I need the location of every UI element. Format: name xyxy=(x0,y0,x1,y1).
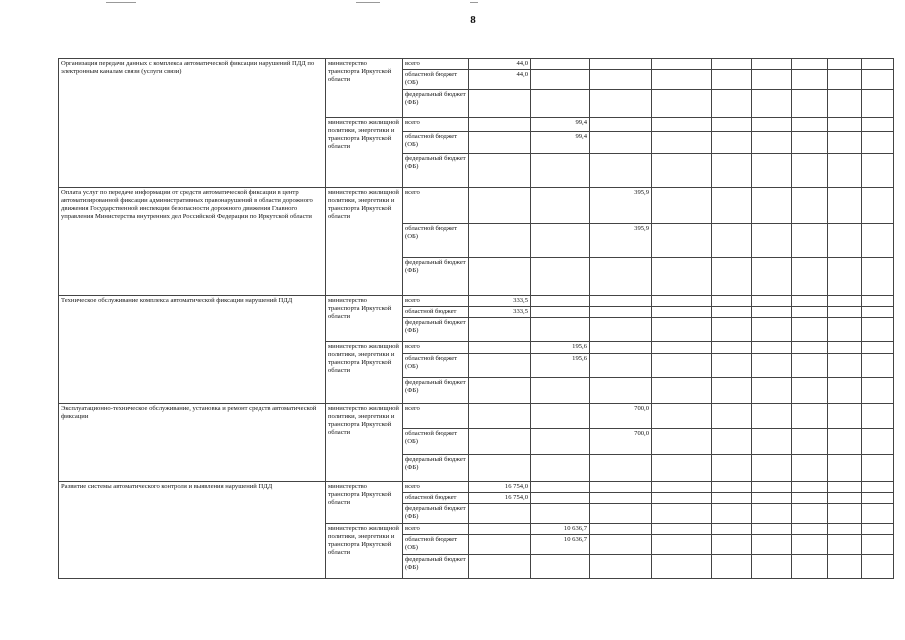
empty-cell xyxy=(752,318,792,342)
table-row xyxy=(59,188,894,224)
empty-cell xyxy=(712,118,752,132)
empty-cell xyxy=(862,455,894,482)
empty-cell xyxy=(712,354,752,378)
empty-cell xyxy=(652,318,712,342)
empty-cell xyxy=(590,555,652,579)
empty-cell xyxy=(712,493,752,504)
empty-cell xyxy=(590,524,652,535)
empty-cell xyxy=(792,296,828,307)
activity-title: Эксплуатационно-техническое обслуживание, установка и ремонт средств автоматической фиксации xyxy=(59,404,326,482)
value-cell: 99,4 xyxy=(531,118,590,132)
row-label-regional: областной бюджет (ОБ) xyxy=(403,535,469,555)
empty-cell xyxy=(792,342,828,354)
empty-cell xyxy=(752,524,792,535)
empty-cell xyxy=(469,188,531,224)
empty-cell xyxy=(828,132,862,154)
row-label-total: всего xyxy=(403,59,469,70)
empty-cell xyxy=(590,455,652,482)
empty-cell xyxy=(862,524,894,535)
value-cell: 10 636,7 xyxy=(531,524,590,535)
empty-cell xyxy=(792,188,828,224)
empty-cell xyxy=(712,482,752,493)
empty-cell xyxy=(828,318,862,342)
empty-cell xyxy=(752,118,792,132)
empty-cell xyxy=(862,188,894,224)
empty-cell xyxy=(469,224,531,258)
empty-cell xyxy=(828,455,862,482)
empty-cell xyxy=(531,429,590,455)
value-cell: 333,5 xyxy=(469,296,531,307)
activity-title: Развитие системы автоматического контроля и выявления нарушений ПДД xyxy=(59,482,326,579)
empty-cell xyxy=(469,378,531,404)
empty-cell xyxy=(652,404,712,429)
empty-cell xyxy=(862,318,894,342)
empty-cell xyxy=(792,493,828,504)
row-label-regional: областной бюджет xyxy=(403,307,469,318)
empty-cell xyxy=(752,258,792,296)
empty-cell xyxy=(828,429,862,455)
empty-cell xyxy=(590,482,652,493)
empty-cell xyxy=(752,429,792,455)
empty-cell xyxy=(590,154,652,188)
value-cell: 700,0 xyxy=(590,404,652,429)
empty-cell xyxy=(469,429,531,455)
empty-cell xyxy=(469,318,531,342)
empty-cell xyxy=(531,296,590,307)
empty-cell xyxy=(752,59,792,70)
top-rule-mid xyxy=(356,2,380,3)
empty-cell xyxy=(652,555,712,579)
empty-cell xyxy=(828,296,862,307)
empty-cell xyxy=(792,70,828,90)
empty-cell xyxy=(652,307,712,318)
empty-cell xyxy=(531,90,590,118)
empty-cell xyxy=(531,154,590,188)
department-cell: министерство транспорта Иркутской области xyxy=(326,59,403,118)
empty-cell xyxy=(712,342,752,354)
empty-cell xyxy=(828,188,862,224)
empty-cell xyxy=(828,524,862,535)
empty-cell xyxy=(792,504,828,524)
row-label-federal: федеральный бюджет (ФБ) xyxy=(403,455,469,482)
empty-cell xyxy=(752,224,792,258)
row-label-total: всего xyxy=(403,342,469,354)
empty-cell xyxy=(469,555,531,579)
top-rule-right xyxy=(470,2,478,3)
empty-cell xyxy=(828,354,862,378)
empty-cell xyxy=(652,342,712,354)
empty-cell xyxy=(531,188,590,224)
empty-cell xyxy=(828,535,862,555)
empty-cell xyxy=(531,70,590,90)
empty-cell xyxy=(828,504,862,524)
empty-cell xyxy=(828,70,862,90)
empty-cell xyxy=(531,404,590,429)
empty-cell xyxy=(590,342,652,354)
empty-cell xyxy=(792,404,828,429)
empty-cell xyxy=(862,493,894,504)
empty-cell xyxy=(652,504,712,524)
department-cell: министерство жилищной политики, энергетики и транспорта Иркутской области xyxy=(326,342,403,404)
empty-cell xyxy=(652,455,712,482)
empty-cell xyxy=(792,118,828,132)
empty-cell xyxy=(792,455,828,482)
empty-cell xyxy=(531,493,590,504)
budget-table xyxy=(58,58,894,579)
value-cell: 44,0 xyxy=(469,59,531,70)
empty-cell xyxy=(590,59,652,70)
empty-cell xyxy=(590,378,652,404)
empty-cell xyxy=(712,90,752,118)
empty-cell xyxy=(712,504,752,524)
value-cell: 16 754,0 xyxy=(469,482,531,493)
empty-cell xyxy=(792,429,828,455)
empty-cell xyxy=(792,354,828,378)
empty-cell xyxy=(862,378,894,404)
empty-cell xyxy=(652,188,712,224)
table-row xyxy=(59,482,894,493)
row-label-regional: областной бюджет (ОБ) xyxy=(403,70,469,90)
empty-cell xyxy=(652,59,712,70)
empty-cell xyxy=(469,404,531,429)
empty-cell xyxy=(590,535,652,555)
empty-cell xyxy=(828,307,862,318)
empty-cell xyxy=(652,132,712,154)
empty-cell xyxy=(828,90,862,118)
empty-cell xyxy=(828,555,862,579)
empty-cell xyxy=(652,354,712,378)
empty-cell xyxy=(828,258,862,296)
empty-cell xyxy=(828,404,862,429)
empty-cell xyxy=(652,90,712,118)
empty-cell xyxy=(792,482,828,493)
empty-cell xyxy=(712,318,752,342)
empty-cell xyxy=(792,555,828,579)
empty-cell xyxy=(752,132,792,154)
empty-cell xyxy=(792,90,828,118)
empty-cell xyxy=(712,70,752,90)
empty-cell xyxy=(862,70,894,90)
department-cell: министерство транспорта Иркутской области xyxy=(326,296,403,342)
empty-cell xyxy=(469,342,531,354)
row-label-regional: областной бюджет (ОБ) xyxy=(403,354,469,378)
empty-cell xyxy=(652,378,712,404)
activity-title: Оплата услуг по передаче информации от средств автоматической фиксации в центр автоматизированной фиксации административных правонарушений в области дорожного движения Государственной инспекции безопасности дорожного движения Главного управления Министерства внутренних дел Российской Федерации по Иркутской области xyxy=(59,188,326,296)
empty-cell xyxy=(862,555,894,579)
empty-cell xyxy=(828,118,862,132)
empty-cell xyxy=(792,154,828,188)
empty-cell xyxy=(862,482,894,493)
row-label-regional: областной бюджет (ОБ) xyxy=(403,224,469,258)
top-rule-left xyxy=(106,2,136,3)
empty-cell xyxy=(792,258,828,296)
row-label-federal: федеральный бюджет (ФБ) xyxy=(403,504,469,524)
empty-cell xyxy=(862,504,894,524)
table-row xyxy=(59,59,894,70)
empty-cell xyxy=(652,429,712,455)
empty-cell xyxy=(862,59,894,70)
empty-cell xyxy=(862,429,894,455)
empty-cell xyxy=(752,482,792,493)
empty-cell xyxy=(531,455,590,482)
empty-cell xyxy=(531,378,590,404)
value-cell: 16 754,0 xyxy=(469,493,531,504)
empty-cell xyxy=(752,354,792,378)
value-cell: 195,6 xyxy=(531,354,590,378)
empty-cell xyxy=(531,258,590,296)
empty-cell xyxy=(752,296,792,307)
empty-cell xyxy=(469,90,531,118)
value-cell: 195,6 xyxy=(531,342,590,354)
empty-cell xyxy=(652,258,712,296)
empty-cell xyxy=(590,70,652,90)
empty-cell xyxy=(652,224,712,258)
empty-cell xyxy=(752,342,792,354)
empty-cell xyxy=(652,493,712,504)
empty-cell xyxy=(862,258,894,296)
empty-cell xyxy=(828,378,862,404)
empty-cell xyxy=(712,132,752,154)
empty-cell xyxy=(712,258,752,296)
page-number: 8 xyxy=(470,14,476,26)
empty-cell xyxy=(652,118,712,132)
row-label-total: всего xyxy=(403,524,469,535)
table-row xyxy=(59,296,894,307)
activity-title: Организация передачи данных с комплекса автоматической фиксации нарушений ПДД по электронным каналам связи (услуги связи) xyxy=(59,59,326,188)
empty-cell xyxy=(590,504,652,524)
empty-cell xyxy=(652,70,712,90)
row-label-federal: федеральный бюджет (ФБ) xyxy=(403,90,469,118)
empty-cell xyxy=(712,154,752,188)
empty-cell xyxy=(652,296,712,307)
empty-cell xyxy=(712,296,752,307)
empty-cell xyxy=(828,224,862,258)
row-label-regional: областной бюджет (ОБ) xyxy=(403,429,469,455)
empty-cell xyxy=(712,524,752,535)
empty-cell xyxy=(531,482,590,493)
empty-cell xyxy=(590,118,652,132)
empty-cell xyxy=(792,318,828,342)
empty-cell xyxy=(469,455,531,482)
empty-cell xyxy=(862,154,894,188)
value-cell: 700,0 xyxy=(590,429,652,455)
empty-cell xyxy=(590,90,652,118)
empty-cell xyxy=(862,132,894,154)
value-cell: 10 636,7 xyxy=(531,535,590,555)
empty-cell xyxy=(531,224,590,258)
empty-cell xyxy=(752,307,792,318)
empty-cell xyxy=(469,535,531,555)
empty-cell xyxy=(752,455,792,482)
empty-cell xyxy=(712,535,752,555)
empty-cell xyxy=(590,296,652,307)
row-label-total: всего xyxy=(403,118,469,132)
value-cell: 333,5 xyxy=(469,307,531,318)
empty-cell xyxy=(652,524,712,535)
empty-cell xyxy=(752,90,792,118)
empty-cell xyxy=(652,535,712,555)
empty-cell xyxy=(752,154,792,188)
empty-cell xyxy=(792,378,828,404)
department-cell: министерство транспорта Иркутской области xyxy=(326,482,403,524)
empty-cell xyxy=(469,524,531,535)
empty-cell xyxy=(862,404,894,429)
empty-cell xyxy=(652,482,712,493)
row-label-federal: федеральный бюджет (ФБ) xyxy=(403,378,469,404)
empty-cell xyxy=(590,258,652,296)
empty-cell xyxy=(752,504,792,524)
empty-cell xyxy=(590,307,652,318)
empty-cell xyxy=(752,188,792,224)
empty-cell xyxy=(712,378,752,404)
department-cell: министерство жилищной политики, энергетики и транспорта Иркутской области xyxy=(326,118,403,188)
empty-cell xyxy=(792,59,828,70)
empty-cell xyxy=(590,132,652,154)
row-label-federal: федеральный бюджет (ФБ) xyxy=(403,555,469,579)
empty-cell xyxy=(752,535,792,555)
row-label-regional: областной бюджет (ОБ) xyxy=(403,132,469,154)
empty-cell xyxy=(531,307,590,318)
empty-cell xyxy=(590,493,652,504)
row-label-total: всего xyxy=(403,188,469,224)
row-label-federal: федеральный бюджет (ФБ) xyxy=(403,318,469,342)
empty-cell xyxy=(469,504,531,524)
empty-cell xyxy=(590,318,652,342)
empty-cell xyxy=(469,258,531,296)
empty-cell xyxy=(792,524,828,535)
empty-cell xyxy=(531,59,590,70)
empty-cell xyxy=(828,342,862,354)
empty-cell xyxy=(752,493,792,504)
empty-cell xyxy=(862,354,894,378)
empty-cell xyxy=(792,132,828,154)
activity-title: Техническое обслуживание комплекса автоматической фиксации нарушений ПДД xyxy=(59,296,326,404)
row-label-federal: федеральный бюджет (ФБ) xyxy=(403,154,469,188)
empty-cell xyxy=(792,307,828,318)
department-cell: министерство жилищной политики, энергетики и транспорта Иркутской области xyxy=(326,188,403,296)
empty-cell xyxy=(792,535,828,555)
empty-cell xyxy=(862,118,894,132)
empty-cell xyxy=(828,59,862,70)
empty-cell xyxy=(752,70,792,90)
empty-cell xyxy=(712,429,752,455)
empty-cell xyxy=(712,404,752,429)
row-label-total: всего xyxy=(403,404,469,429)
empty-cell xyxy=(652,154,712,188)
row-label-regional: областной бюджет xyxy=(403,493,469,504)
empty-cell xyxy=(862,224,894,258)
empty-cell xyxy=(828,482,862,493)
department-cell: министерство жилищной политики, энергетики и транспорта Иркутской области xyxy=(326,524,403,579)
row-label-federal: федеральный бюджет (ФБ) xyxy=(403,258,469,296)
empty-cell xyxy=(862,535,894,555)
value-cell: 99,4 xyxy=(531,132,590,154)
empty-cell xyxy=(712,224,752,258)
table-row xyxy=(59,404,894,429)
empty-cell xyxy=(531,504,590,524)
empty-cell xyxy=(712,307,752,318)
empty-cell xyxy=(828,493,862,504)
row-label-total: всего xyxy=(403,296,469,307)
empty-cell xyxy=(590,354,652,378)
empty-cell xyxy=(469,118,531,132)
empty-cell xyxy=(752,555,792,579)
empty-cell xyxy=(792,224,828,258)
value-cell: 395,9 xyxy=(590,224,652,258)
value-cell: 395,9 xyxy=(590,188,652,224)
empty-cell xyxy=(469,132,531,154)
empty-cell xyxy=(469,354,531,378)
empty-cell xyxy=(862,296,894,307)
empty-cell xyxy=(712,188,752,224)
department-cell: министерство жилищной политики, энергетики и транспорта Иркутской области xyxy=(326,404,403,482)
empty-cell xyxy=(469,154,531,188)
empty-cell xyxy=(862,342,894,354)
empty-cell xyxy=(752,404,792,429)
empty-cell xyxy=(712,455,752,482)
row-label-total: всего xyxy=(403,482,469,493)
empty-cell xyxy=(712,555,752,579)
empty-cell xyxy=(531,555,590,579)
empty-cell xyxy=(752,378,792,404)
empty-cell xyxy=(531,318,590,342)
empty-cell xyxy=(712,59,752,70)
value-cell: 44,0 xyxy=(469,70,531,90)
empty-cell xyxy=(862,307,894,318)
empty-cell xyxy=(828,154,862,188)
empty-cell xyxy=(862,90,894,118)
